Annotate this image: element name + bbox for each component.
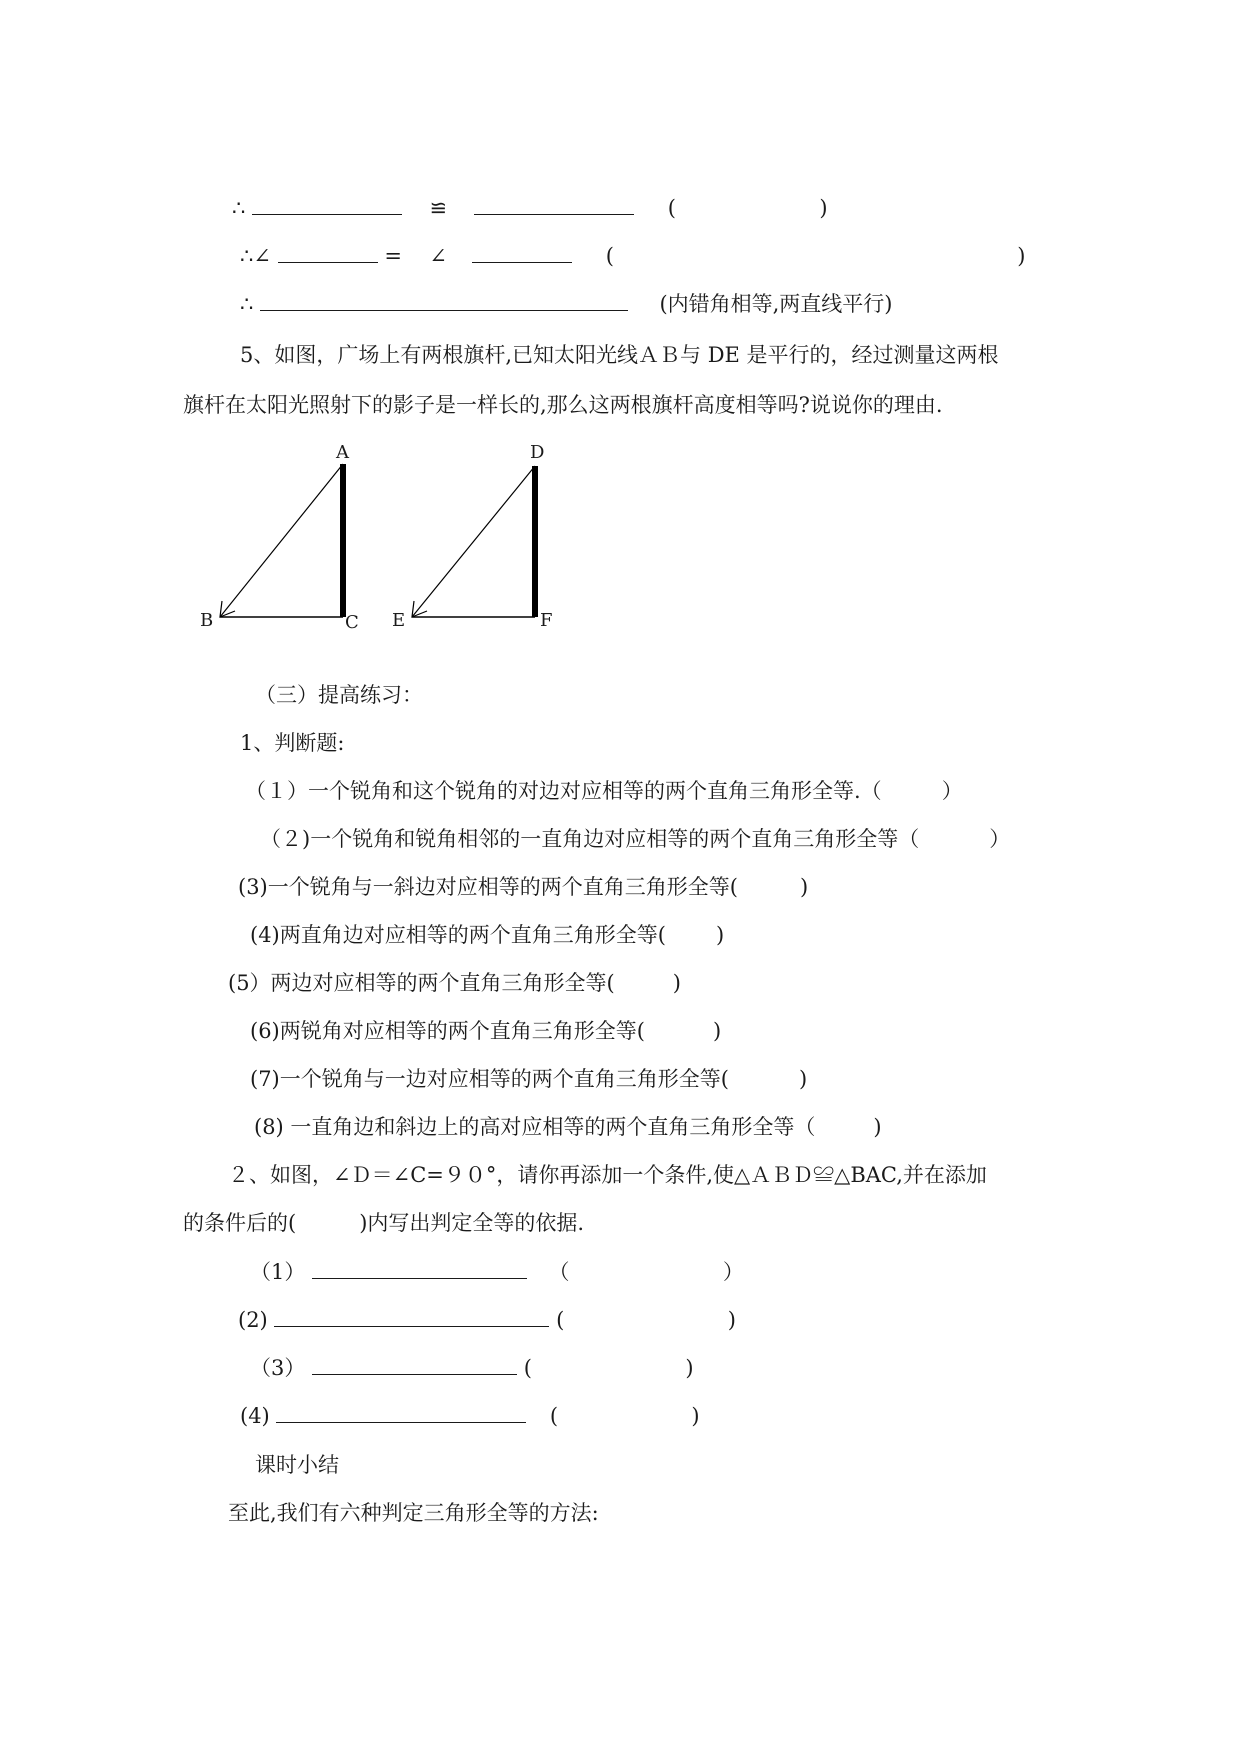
answer-blank[interactable] — [274, 1304, 549, 1327]
proof-line-1 — [232, 192, 828, 223]
blank-field[interactable] — [260, 288, 628, 311]
therefore-symbol: ∴ — [232, 196, 246, 220]
label-b: B — [200, 610, 214, 631]
equals-sign: = — [384, 244, 402, 268]
reason-close-paren: ) — [819, 196, 828, 220]
proof-line-3 — [240, 288, 893, 319]
reason-open-paren: ( — [605, 244, 614, 268]
label-f: F — [540, 610, 553, 631]
judge-item-1: （１）一个锐角和这个锐角的对边对应相等的两个直角三角形全等.（ ） — [245, 779, 963, 803]
blank-field[interactable] — [252, 192, 402, 215]
judge-item-6: (6)两锐角对应相等的两个直角三角形全等( ) — [250, 1019, 722, 1043]
answer-row-3: （3） ( ) — [250, 1352, 694, 1383]
label-c: C — [345, 612, 359, 633]
answer-blank[interactable] — [276, 1400, 526, 1423]
blank-field[interactable] — [474, 192, 634, 215]
ray-ab — [220, 464, 343, 617]
judge-item-8: (8) 一直角边和斜边上的高对应相等的两个直角三角形全等（ ) — [254, 1115, 882, 1139]
q5-line-2: 旗杆在太阳光照射下的影子是一样长的,那么这两根旗杆高度相等吗?说说你的理由. — [183, 393, 943, 417]
q2-line-2: 的条件后的( )内写出判定全等的依据. — [183, 1211, 585, 1235]
reason-open-paren: ( — [667, 196, 676, 220]
judge-item-3: (3)一个锐角与一斜边对应相等的两个直角三角形全等( ) — [238, 875, 809, 899]
therefore-angle: ∴∠ — [240, 244, 271, 268]
answer-row-4: (4) ( ) — [240, 1400, 700, 1431]
q2-line-1: ２、如图，∠Ｄ＝∠C=９０°，请你再添加一个条件,使△ＡＢＤ≌△BAC,并在添加 — [228, 1163, 987, 1187]
blank-field[interactable] — [472, 240, 572, 263]
flagpole-figure — [180, 430, 580, 640]
reason-close-paren: ) — [1017, 244, 1026, 268]
judge-item-5: (5）两边对应相等的两个直角三角形全等( ) — [228, 971, 681, 995]
q5-line-1: 5、如图，广场上有两根旗杆,已知太阳光线ＡＢ与 DE 是平行的，经过测量这两根 — [240, 343, 999, 367]
q1-title: 1、判断题: — [240, 731, 345, 755]
reason-text: (内错角相等,两直线平行) — [659, 292, 893, 316]
label-a: A — [336, 442, 349, 463]
ray-de — [412, 466, 535, 617]
blank-field[interactable] — [278, 240, 378, 263]
proof-line-2 — [240, 240, 1025, 271]
angle-symbol: ∠ — [429, 244, 447, 268]
summary-title: 课时小结 — [255, 1453, 339, 1477]
answer-row-2: (2) ( ) — [238, 1304, 736, 1335]
label-d: D — [530, 442, 545, 463]
judge-item-4: (4)两直角边对应相等的两个直角三角形全等( ) — [250, 923, 725, 947]
judge-item-7: (7)一个锐角与一边对应相等的两个直角三角形全等( ) — [250, 1067, 808, 1091]
therefore-symbol: ∴ — [240, 292, 254, 316]
congruent-symbol: ≌ — [429, 196, 448, 220]
summary-text: 至此,我们有六种判定三角形全等的方法: — [228, 1501, 599, 1525]
answer-blank[interactable] — [312, 1256, 527, 1279]
label-e: E — [392, 610, 406, 631]
judge-item-2: （２)一个锐角和锐角相邻的一直角边对应相等的两个直角三角形全等（ ） — [260, 827, 1011, 851]
answer-blank[interactable] — [312, 1352, 517, 1375]
section-heading: （三）提高练习： — [255, 683, 423, 707]
answer-row-1: （1） （ ） — [250, 1256, 744, 1287]
